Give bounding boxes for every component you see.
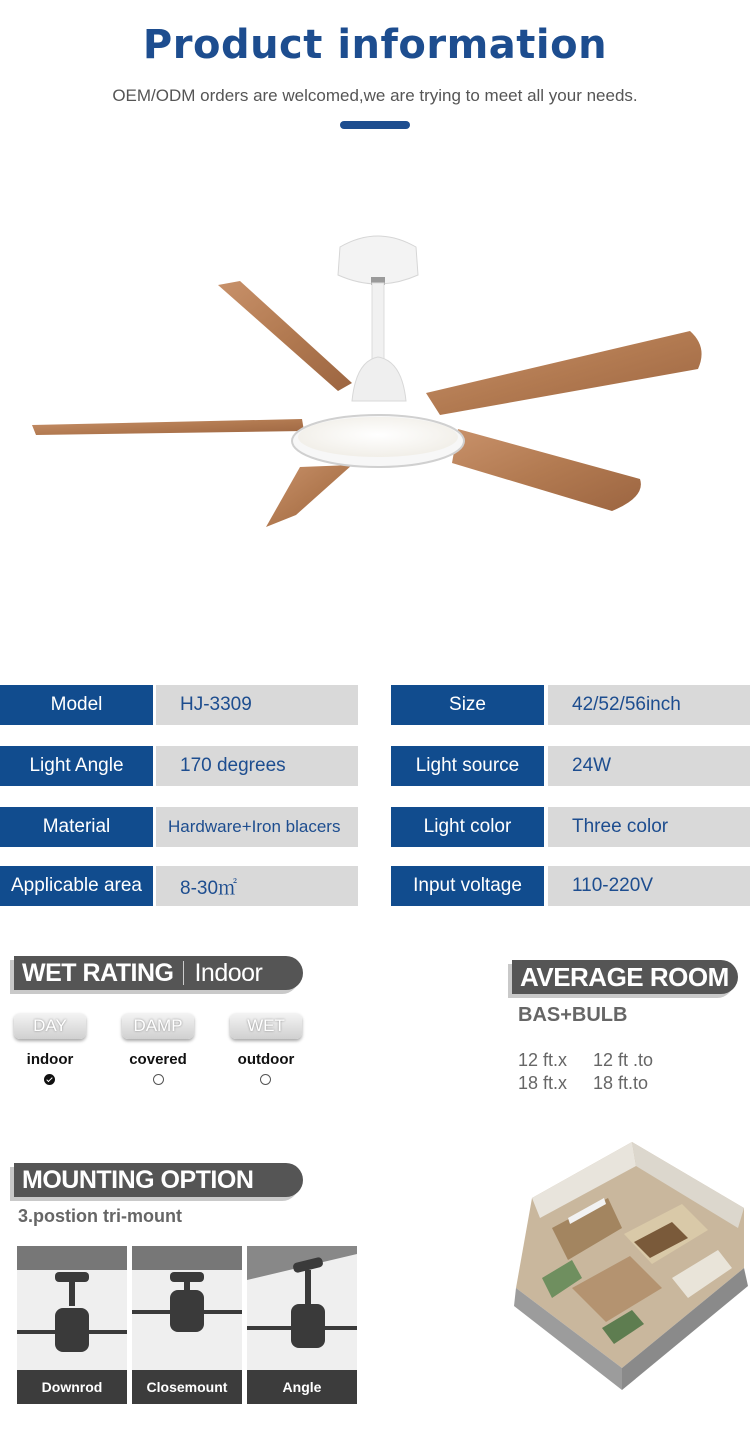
radio-covered-icon	[153, 1074, 164, 1085]
spec-value-model: HJ-3309	[156, 685, 358, 725]
angle-fan-icon	[247, 1246, 357, 1368]
spec-label-model: Model	[0, 685, 153, 725]
badge-day: DAY	[14, 1013, 86, 1039]
spec-value-material: Hardware+Iron blacers	[156, 807, 358, 847]
room-floorplan-image	[512, 1138, 750, 1398]
badge-damp: DAMP	[122, 1013, 194, 1039]
fan-blade-back-left	[218, 281, 352, 391]
wet-rating-value: Indoor	[194, 958, 263, 987]
radio-outdoor-icon	[260, 1074, 271, 1085]
radio-indoor-checked-icon	[44, 1074, 55, 1085]
spec-label-applicable-area: Applicable area	[0, 866, 153, 906]
page-subtitle: OEM/ODM orders are welcomed,we are trying to meet all your needs.	[112, 86, 638, 105]
room-size-b1: 18 ft.x	[518, 1073, 568, 1093]
spec-label-light-source: Light source	[391, 746, 544, 786]
spec-value-applicable-area: 8-30㎡	[156, 866, 358, 906]
spec-value-size: 42/52/56inch	[548, 685, 750, 725]
wet-rating-tag	[14, 956, 303, 990]
spec-label-material: Material	[0, 807, 153, 847]
title-underline	[340, 121, 410, 129]
mount-caption-closemount: Closemount	[132, 1370, 242, 1404]
mount-caption-angle: Angle	[247, 1370, 357, 1404]
spec-value-input-voltage: 110-220V	[548, 866, 750, 906]
mounting-option-tag: MOUNTING OPTION	[14, 1163, 303, 1197]
average-room-subtitle: BAS+BULB	[518, 1004, 628, 1026]
spec-label-light-angle: Light Angle	[0, 746, 153, 786]
spec-label-light-color: Light color	[391, 807, 544, 847]
ceiling-fan-image	[0, 215, 750, 545]
env-label-indoor: indoor	[26, 1051, 74, 1068]
fan-blade-left	[32, 419, 304, 435]
spec-label-input-voltage: Input voltage	[391, 866, 544, 906]
fan-blade-front-right	[452, 429, 641, 511]
spec-label-size: Size	[391, 685, 544, 725]
badge-wet: WET	[230, 1013, 302, 1039]
room-size-a2: 12 ft .to	[593, 1050, 654, 1070]
wet-rating-title: WET RATING	[22, 958, 174, 987]
tag-divider	[183, 961, 184, 985]
env-label-outdoor: outdoor	[237, 1051, 295, 1068]
page-title: Product information	[142, 22, 608, 68]
spec-value-light-color: Three color	[548, 807, 750, 847]
mount-caption-downrod: Downrod	[17, 1370, 127, 1404]
room-size-a1: 12 ft.x	[518, 1050, 568, 1070]
spec-value-light-angle: 170 degrees	[156, 746, 358, 786]
fan-blade-front-left	[266, 465, 352, 527]
downrod-fan-icon	[17, 1270, 127, 1368]
average-room-tag: AVERAGE ROOM	[512, 960, 738, 994]
fan-blade-back-right	[426, 331, 702, 415]
mounting-subtitle: 3.postion tri-mount	[18, 1206, 182, 1226]
closemount-fan-icon	[132, 1270, 242, 1368]
env-label-covered: covered	[129, 1051, 187, 1068]
room-size-b2: 18 ft.to	[593, 1073, 649, 1093]
spec-value-light-source: 24W	[548, 746, 750, 786]
